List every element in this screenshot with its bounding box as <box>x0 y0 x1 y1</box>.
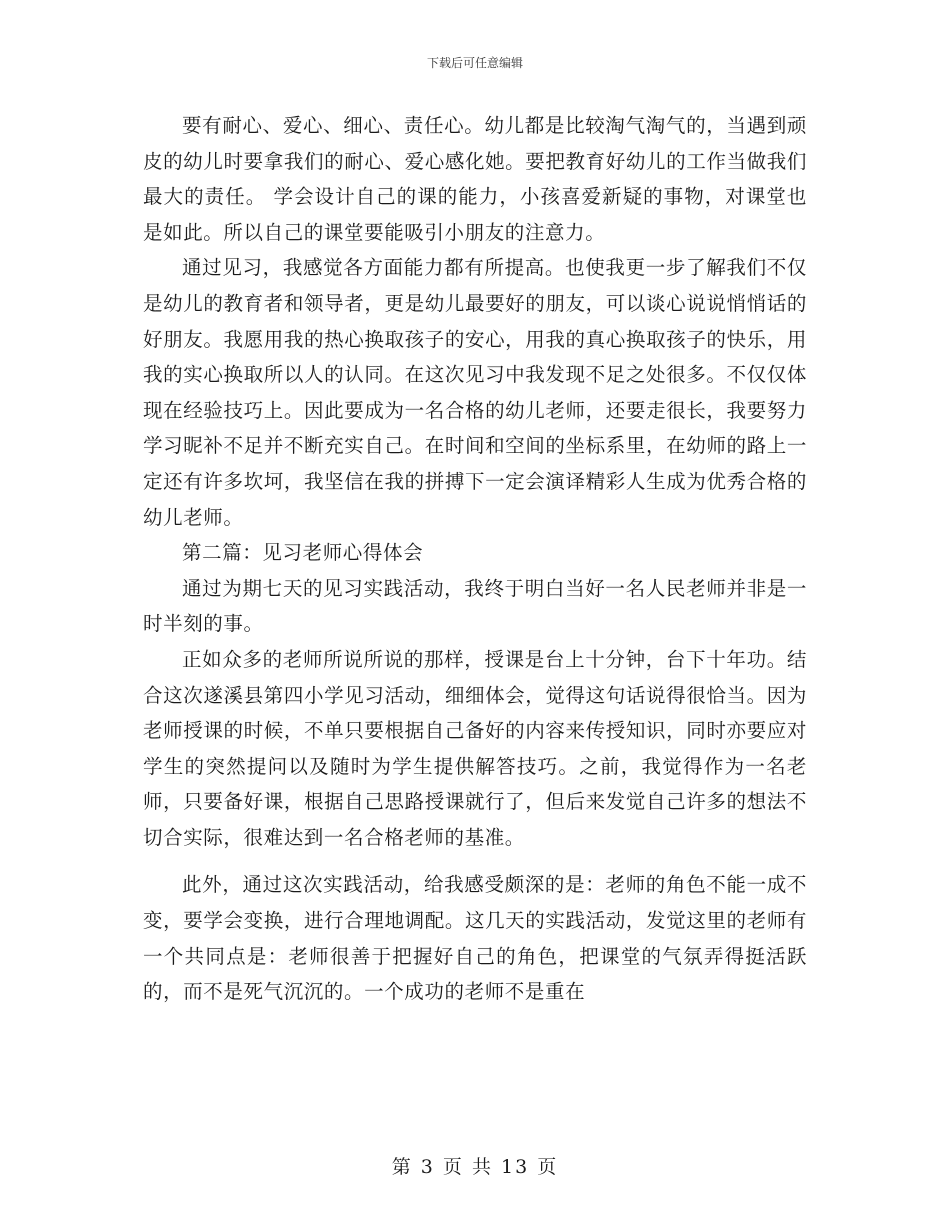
body-paragraph: 此外，通过这次实践活动，给我感受颇深的是：老师的角色不能一成不变，要学会变换，进行合理地调配。这几天的实践活动，发觉这里的老师有一个共同点是：老师很善于把握好自己的角色，把课堂的气氛弄得挺活跃的，而不是死气沉沉的。一个成功的老师不是重在 <box>143 873 807 1004</box>
section-heading: 第二篇：见习老师心得体会 <box>182 541 424 565</box>
body-paragraph: 要有耐心、爱心、细心、责任心。幼儿都是比较淘气淘气的，当遇到顽皮的幼儿时要拿我们的耐心、爱心感化她。要把教育好幼儿的工作当做我们最大的责任。 学会设计自己的课的能力，小孩喜爱新疑的事物，对课堂也是如此。所以自己的课堂要能吸引小朋友的注意力。 <box>143 114 807 244</box>
header-note: 下载后可任意编辑 <box>426 56 523 70</box>
page-prefix: 第 <box>391 1156 413 1178</box>
body-paragraph: 通过为期七天的见习实践活动，我终于明白当好一名人民老师并非是一时半刻的事。 <box>143 576 807 636</box>
body-paragraph: 通过见习，我感觉各方面能力都有所提高。也使我更一步了解我们不仅是幼儿的教育者和领导者，更是幼儿最要好的朋友，可以谈心说说悄悄话的好朋友。我愿用我的热心换取孩子的安心，用我的真心换取孩子的快乐，用我的实心换取所以人的认同。在这次见习中我发现不足之处很多。不仅仅体现在经验技巧上。因此要成为一名合格的幼儿老师，还要走很长，我要努力学习昵补不足并不断充实自己。在时间和空间的坐标系里，在幼师的路上一定还有许多坎坷，我坚信在我的拼搏下一定会演译精彩人生成为优秀合格的幼儿老师。 <box>143 256 807 529</box>
page-footer <box>0 1152 950 1179</box>
page-total: 13 <box>501 1156 530 1178</box>
page-suffix: 页 <box>537 1156 559 1178</box>
page-number: 3 <box>420 1156 435 1178</box>
page-middle: 页 共 <box>442 1156 493 1178</box>
document-body <box>143 108 807 1010</box>
body-paragraph: 正如众多的老师所说所说的那样，授课是台上十分钟，台下十年功。结合这次遂溪县第四小学见习活动，细细体会，觉得这句话说得很恰当。因为老师授课的时候，不单只要根据自己备好的内容来传授知识，同时亦要应对学生的突然提问以及随时为学生提供解答技巧。之前，我觉得作为一名老师，只要备好课，根据自己思路授课就行了，但后来发觉自己许多的想法不切合实际，很难达到一名合格老师的基准。 <box>143 647 807 849</box>
